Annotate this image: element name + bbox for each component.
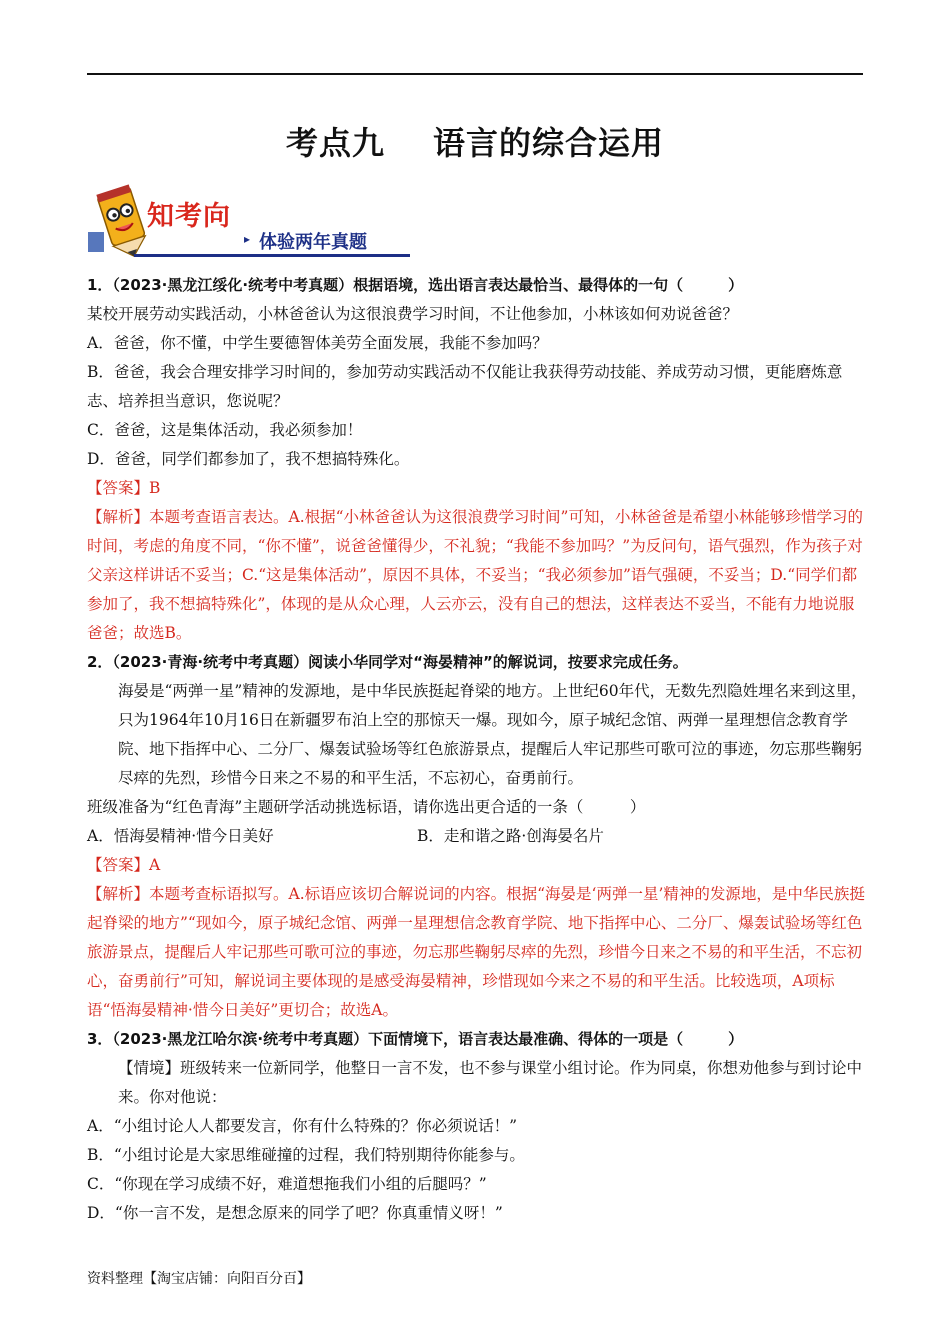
question-1-answer: 【答案】B	[87, 479, 161, 497]
top-rule	[87, 73, 863, 75]
question-content	[87, 271, 867, 1228]
page-title	[0, 118, 950, 164]
question-3-option-d: D．“你一言不发，是想念原来的同学了吧？你真重情义呀！”	[87, 1204, 503, 1222]
question-2-option-b: B．走和谐之路·创海晏名片	[417, 827, 604, 845]
question-1-option-b: B．爸爸，我会合理安排学习时间的，参加劳动实践活动不仅能让我获得劳动技能、养成劳动习惯，更能磨炼意志、培养担当意识，您说呢？	[87, 363, 843, 410]
question-3-option-b: B．“小组讨论是大家思维碰撞的过程，我们特别期待你能参与。	[87, 1146, 525, 1164]
title-part1: 考点九	[285, 124, 385, 162]
question-3-situation: 【情境】班级转来一位新同学，他整日一言不发，也不参与课堂小组讨论。作为同桌，你想劝他参与到讨论中来。你对他说：	[118, 1059, 863, 1106]
question-3-option-a: A．“小组讨论人人都要发言，你有什么特殊的？你必须说话！”	[87, 1117, 518, 1135]
question-2-task: 班级准备为“红色青海”主题研学活动挑选标语，请你选出更合适的一条（ ）	[87, 798, 646, 816]
question-2-answer: 【答案】A	[87, 856, 161, 874]
question-3-option-c: C．“你现在学习成绩不好，难道想拖我们小组的后腿吗？”	[87, 1175, 487, 1193]
banner-arrow-icon: ▸	[244, 232, 251, 246]
question-2-passage: 海晏是“两弹一星”精神的发源地，是中华民族挺起脊梁的地方。上世纪60年代，无数先烈隐姓埋名来到这里，只为1964年10月16日在新疆罗布泊上空的那惊天一爆。现如今，原子城纪念馆、两弹一星理想信念教育学院、地下指挥中心、二分厂、爆轰试验场等红色旅游景点，提醒后人牢记那些可歌可泣的事迹，勿忘那些鞠躬尽瘁的先烈，珍惜今日来之不易的和平生活，不忘初心，奋勇前行。	[118, 682, 867, 787]
question-1-option-d: D．爸爸，同学们都参加了，我不想搞特殊化。	[87, 450, 410, 468]
banner-subtitle: 体验两年真题	[259, 232, 367, 253]
banner-underline	[134, 254, 410, 257]
question-2-stem: 2．（2023·青海·统考中考真题）阅读小华同学对“海晏精神”的解说词，按要求完成任务。	[87, 653, 688, 671]
banner-main: 知考向	[147, 201, 231, 232]
question-1-analysis: 【解析】本题考查语言表达。A.根据“小林爸爸认为这很浪费学习时间”可知，小林爸爸是希望小林能够珍惜学习的时间，考虑的角度不同，“你不懂”，说爸爸懂得少，不礼貌；“我能不参加吗？”为反问句，语气强烈，作为孩子对父亲这样讲话不妥当；C.“这是集体活动”，原因不具体，不妥当；“我必须参加”语气强硬，不妥当；D.“同学们都参加了，我不想搞特殊化”，体现的是从众心理，人云亦云，没有自己的想法，这样表达不妥当，不能有力地说服爸爸；故选B。	[87, 508, 863, 642]
question-2-analysis: 【解析】本题考查标语拟写。A.标语应该切合解说词的内容。根据“海晏是‘两弹一星’精神的发源地，是中华民族挺起脊梁的地方”“现如今，原子城纪念馆、两弹一星理想信念教育学院、地下指挥中心、二分厂、爆轰试验场等红色旅游景点，提醒后人牢记那些可歌可泣的事迹，勿忘那些鞠躬尽瘁的先烈，珍惜今日来之不易的和平生活，不忘初心，奋勇前行”可知，解说词主要体现的是感受海晏精神，珍惜现如今来之不易的和平生活。比较选项，A项标语“悟海晏精神·惜今日美好”更切合；故选A。	[87, 885, 865, 1019]
question-1-context: 某校开展劳动实践活动，小林爸爸认为这很浪费学习时间，不让他参加，小林该如何劝说爸爸？	[87, 305, 739, 323]
question-2-option-a: A．悟海晏精神·惜今日美好	[87, 827, 274, 845]
title-part2: 语言的综合运用	[433, 124, 665, 162]
page-footer: 资料整理【淘宝店铺：向阳百分百】	[87, 1271, 311, 1287]
question-1-option-c: C．爸爸，这是集体活动，我必须参加！	[87, 421, 363, 439]
question-3-stem: 3．（2023·黑龙江哈尔滨·统考中考真题）下面情境下，语言表达最准确、得体的一项是（ ）	[87, 1030, 744, 1048]
question-2-options	[87, 822, 867, 851]
question-1-stem: 1．（2023·黑龙江绥化·统考中考真题）根据语境，选出语言表达最恰当、最得体的一句（ ）	[87, 276, 744, 294]
question-1-option-a: A．爸爸，你不懂，中学生要德智体美劳全面发展，我能不参加吗？	[87, 334, 548, 352]
